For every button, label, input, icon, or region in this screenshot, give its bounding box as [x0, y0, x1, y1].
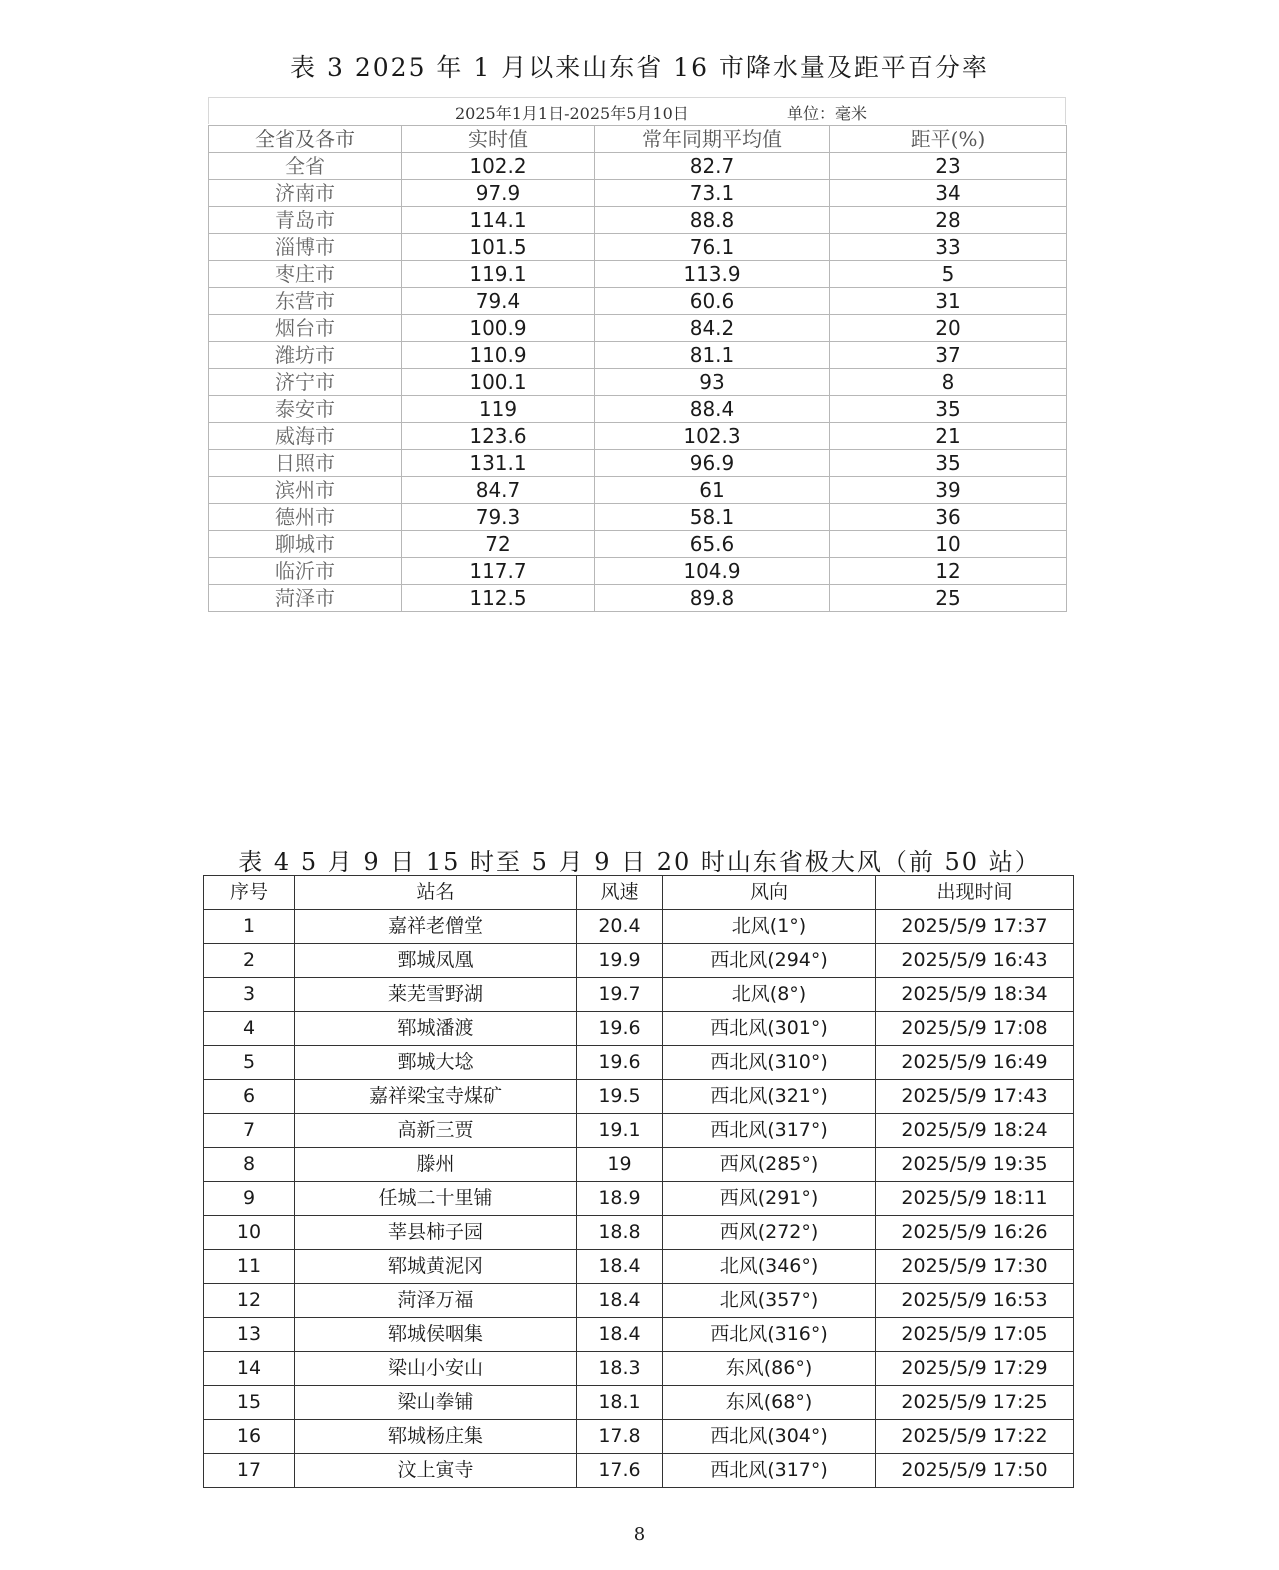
table-cell: 23: [830, 153, 1067, 180]
table-cell: 北风(357°): [663, 1284, 876, 1318]
table-cell: 2025/5/9 17:05: [876, 1318, 1074, 1352]
table3-title: 表 3 2025 年 1 月以来山东省 16 市降水量及距平百分率: [290, 53, 989, 82]
table-cell: 泰安市: [209, 396, 402, 423]
table-cell: 72: [402, 531, 595, 558]
table-cell: 汶上寅寺: [295, 1454, 577, 1488]
table-cell: 2025/5/9 19:35: [876, 1148, 1074, 1182]
table-cell: 2025/5/9 18:11: [876, 1182, 1074, 1216]
table-row: [209, 315, 1067, 342]
header-cell: 序号: [204, 876, 295, 910]
table-cell: 7: [204, 1114, 295, 1148]
table-cell: 12: [204, 1284, 295, 1318]
header-cell: 风速: [577, 876, 663, 910]
table-cell: 2: [204, 944, 295, 978]
table-cell: 20.4: [577, 910, 663, 944]
table-cell: 郓城杨庄集: [295, 1420, 577, 1454]
table-cell: 高新三贾: [295, 1114, 577, 1148]
table-cell: 17.6: [577, 1454, 663, 1488]
table-cell: 枣庄市: [209, 261, 402, 288]
table-row: [204, 1114, 1074, 1148]
table-cell: 35: [830, 450, 1067, 477]
table-cell: 93: [595, 369, 830, 396]
table-cell: 79.4: [402, 288, 595, 315]
table-cell: 16: [204, 1420, 295, 1454]
table-cell: 2025/5/9 17:29: [876, 1352, 1074, 1386]
table-cell: 2025/5/9 17:22: [876, 1420, 1074, 1454]
table-cell: 33: [830, 234, 1067, 261]
table-cell: 5: [830, 261, 1067, 288]
table-cell: 114.1: [402, 207, 595, 234]
table-cell: 10: [830, 531, 1067, 558]
table-cell: 131.1: [402, 450, 595, 477]
table-cell: 18.4: [577, 1318, 663, 1352]
header-cell: 常年同期平均值: [595, 126, 830, 153]
table-row: [209, 261, 1067, 288]
table-cell: 潍坊市: [209, 342, 402, 369]
table-cell: 28: [830, 207, 1067, 234]
table-cell: 2025/5/9 16:43: [876, 944, 1074, 978]
table-cell: 聊城市: [209, 531, 402, 558]
table-cell: 19.6: [577, 1012, 663, 1046]
table-cell: 117.7: [402, 558, 595, 585]
table-cell: 34: [830, 180, 1067, 207]
table3-subheader: [208, 97, 1066, 124]
table-cell: 97.9: [402, 180, 595, 207]
table-cell: 2025/5/9 18:24: [876, 1114, 1074, 1148]
table-cell: 96.9: [595, 450, 830, 477]
table-cell: 郓城侯咽集: [295, 1318, 577, 1352]
table-row: [209, 504, 1067, 531]
table-cell: 梁山小安山: [295, 1352, 577, 1386]
table-cell: 119.1: [402, 261, 595, 288]
table-cell: 嘉祥梁宝寺煤矿: [295, 1080, 577, 1114]
table-cell: 79.3: [402, 504, 595, 531]
table-cell: 18.4: [577, 1284, 663, 1318]
table-cell: 东营市: [209, 288, 402, 315]
table-header-row: [209, 126, 1067, 153]
table-cell: 郓城潘渡: [295, 1012, 577, 1046]
table-cell: 88.4: [595, 396, 830, 423]
table-cell: 2025/5/9 17:43: [876, 1080, 1074, 1114]
table-cell: 18.8: [577, 1216, 663, 1250]
table-cell: 113.9: [595, 261, 830, 288]
table-cell: 济南市: [209, 180, 402, 207]
table-cell: 104.9: [595, 558, 830, 585]
table-cell: 89.8: [595, 585, 830, 612]
table-cell: 88.8: [595, 207, 830, 234]
table-cell: 17: [204, 1454, 295, 1488]
table-cell: 菏泽市: [209, 585, 402, 612]
table-row: [209, 531, 1067, 558]
table-cell: 日照市: [209, 450, 402, 477]
table-cell: 37: [830, 342, 1067, 369]
table-row: [209, 288, 1067, 315]
table-cell: 3: [204, 978, 295, 1012]
table-cell: 19.9: [577, 944, 663, 978]
table-cell: 5: [204, 1046, 295, 1080]
table-cell: 17.8: [577, 1420, 663, 1454]
table-row: [209, 234, 1067, 261]
table-cell: 35: [830, 396, 1067, 423]
table-row: [204, 1420, 1074, 1454]
header-cell: 出现时间: [876, 876, 1074, 910]
table-cell: 21: [830, 423, 1067, 450]
unit-label: 单位：毫米: [787, 104, 868, 123]
table-cell: 20: [830, 315, 1067, 342]
table-cell: 西北风(317°): [663, 1114, 876, 1148]
table-cell: 9: [204, 1182, 295, 1216]
table-cell: 西北风(304°): [663, 1420, 876, 1454]
table-cell: 西北风(321°): [663, 1080, 876, 1114]
table-row: [209, 477, 1067, 504]
table-cell: 西风(285°): [663, 1148, 876, 1182]
table-cell: 10: [204, 1216, 295, 1250]
table-cell: 31: [830, 288, 1067, 315]
header-cell: 风向: [663, 876, 876, 910]
table-cell: 西北风(294°): [663, 944, 876, 978]
table-cell: 102.3: [595, 423, 830, 450]
table-row: [204, 1386, 1074, 1420]
table-row: [209, 207, 1067, 234]
table-row: [209, 558, 1067, 585]
table-cell: 8: [204, 1148, 295, 1182]
table-cell: 西北风(317°): [663, 1454, 876, 1488]
table-row: [204, 1080, 1074, 1114]
table-row: [204, 1352, 1074, 1386]
table-cell: 西风(291°): [663, 1182, 876, 1216]
table-cell: 梁山拳铺: [295, 1386, 577, 1420]
table-cell: 东风(86°): [663, 1352, 876, 1386]
table-cell: 12: [830, 558, 1067, 585]
table-cell: 81.1: [595, 342, 830, 369]
table-cell: 2025/5/9 17:37: [876, 910, 1074, 944]
table-cell: 39: [830, 477, 1067, 504]
table-row: [209, 450, 1067, 477]
table-cell: 滕州: [295, 1148, 577, 1182]
table-cell: 济宁市: [209, 369, 402, 396]
table-cell: 112.5: [402, 585, 595, 612]
table-cell: 73.1: [595, 180, 830, 207]
table-cell: 北风(1°): [663, 910, 876, 944]
table-cell: 58.1: [595, 504, 830, 531]
table-cell: 76.1: [595, 234, 830, 261]
table-cell: 威海市: [209, 423, 402, 450]
table-cell: 14: [204, 1352, 295, 1386]
table-cell: 19.6: [577, 1046, 663, 1080]
table-cell: 郓城黄泥冈: [295, 1250, 577, 1284]
table-cell: 菏泽万福: [295, 1284, 577, 1318]
table-row: [204, 1012, 1074, 1046]
table-cell: 2025/5/9 16:26: [876, 1216, 1074, 1250]
table-cell: 6: [204, 1080, 295, 1114]
table-cell: 19: [577, 1148, 663, 1182]
table-header-row: [204, 876, 1074, 910]
header-cell: 全省及各市: [209, 126, 402, 153]
table-cell: 84.2: [595, 315, 830, 342]
table-row: [204, 978, 1074, 1012]
table-cell: 18.1: [577, 1386, 663, 1420]
table-cell: 嘉祥老僧堂: [295, 910, 577, 944]
table-cell: 11: [204, 1250, 295, 1284]
table-row: [209, 585, 1067, 612]
table-cell: 1: [204, 910, 295, 944]
table-cell: 123.6: [402, 423, 595, 450]
table-cell: 101.5: [402, 234, 595, 261]
table-cell: 13: [204, 1318, 295, 1352]
table-cell: 60.6: [595, 288, 830, 315]
table-cell: 100.9: [402, 315, 595, 342]
table-cell: 2025/5/9 17:30: [876, 1250, 1074, 1284]
date-range: 2025年1月1日-2025年5月10日: [455, 104, 689, 123]
table-cell: 18.9: [577, 1182, 663, 1216]
page-number: 8: [633, 1524, 646, 1545]
table-cell: 4: [204, 1012, 295, 1046]
table-cell: 青岛市: [209, 207, 402, 234]
table-cell: 2025/5/9 18:34: [876, 978, 1074, 1012]
table-cell: 北风(346°): [663, 1250, 876, 1284]
precipitation-table: [208, 125, 1067, 612]
table-row: [204, 1284, 1074, 1318]
table-cell: 18.3: [577, 1352, 663, 1386]
table-row: [209, 423, 1067, 450]
table-cell: 2025/5/9 16:53: [876, 1284, 1074, 1318]
table-cell: 25: [830, 585, 1067, 612]
table-cell: 北风(8°): [663, 978, 876, 1012]
table-cell: 65.6: [595, 531, 830, 558]
table-cell: 8: [830, 369, 1067, 396]
table-row: [204, 944, 1074, 978]
table-cell: 82.7: [595, 153, 830, 180]
table-cell: 2025/5/9 16:49: [876, 1046, 1074, 1080]
table-row: [204, 910, 1074, 944]
table-cell: 102.2: [402, 153, 595, 180]
table-cell: 莱芜雪野湖: [295, 978, 577, 1012]
table-cell: 19.7: [577, 978, 663, 1012]
table-row: [204, 1046, 1074, 1080]
table-cell: 全省: [209, 153, 402, 180]
table-row: [204, 1148, 1074, 1182]
table-cell: 61: [595, 477, 830, 504]
table-row: [209, 396, 1067, 423]
table-cell: 西北风(310°): [663, 1046, 876, 1080]
header-cell: 距平(%): [830, 126, 1067, 153]
table-row: [204, 1454, 1074, 1488]
table-cell: 19.5: [577, 1080, 663, 1114]
table-cell: 2025/5/9 17:25: [876, 1386, 1074, 1420]
header-cell: 站名: [295, 876, 577, 910]
table-cell: 淄博市: [209, 234, 402, 261]
table-row: [209, 180, 1067, 207]
table-cell: 2025/5/9 17:08: [876, 1012, 1074, 1046]
header-cell: 实时值: [402, 126, 595, 153]
table-cell: 莘县柿子园: [295, 1216, 577, 1250]
table-cell: 东风(68°): [663, 1386, 876, 1420]
table-row: [204, 1318, 1074, 1352]
table-cell: 110.9: [402, 342, 595, 369]
table-cell: 84.7: [402, 477, 595, 504]
table-row: [204, 1182, 1074, 1216]
table-cell: 36: [830, 504, 1067, 531]
table-row: [204, 1216, 1074, 1250]
table-row: [209, 153, 1067, 180]
table4-title: 表 4 5 月 9 日 15 时至 5 月 9 日 20 时山东省极大风（前 50 站）: [238, 848, 1041, 876]
table-cell: 临沂市: [209, 558, 402, 585]
table-cell: 任城二十里铺: [295, 1182, 577, 1216]
table-cell: 15: [204, 1386, 295, 1420]
table-row: [209, 342, 1067, 369]
table-row: [209, 369, 1067, 396]
table-cell: 滨州市: [209, 477, 402, 504]
table-cell: 西北风(301°): [663, 1012, 876, 1046]
table-cell: 119: [402, 396, 595, 423]
table-cell: 烟台市: [209, 315, 402, 342]
wind-table: [203, 875, 1074, 1488]
table-cell: 鄄城大埝: [295, 1046, 577, 1080]
table-row: [204, 1250, 1074, 1284]
table-cell: 19.1: [577, 1114, 663, 1148]
table-cell: 2025/5/9 17:50: [876, 1454, 1074, 1488]
table-cell: 西风(272°): [663, 1216, 876, 1250]
table-cell: 鄄城凤凰: [295, 944, 577, 978]
table-cell: 德州市: [209, 504, 402, 531]
table-cell: 100.1: [402, 369, 595, 396]
table-cell: 18.4: [577, 1250, 663, 1284]
table-cell: 西北风(316°): [663, 1318, 876, 1352]
